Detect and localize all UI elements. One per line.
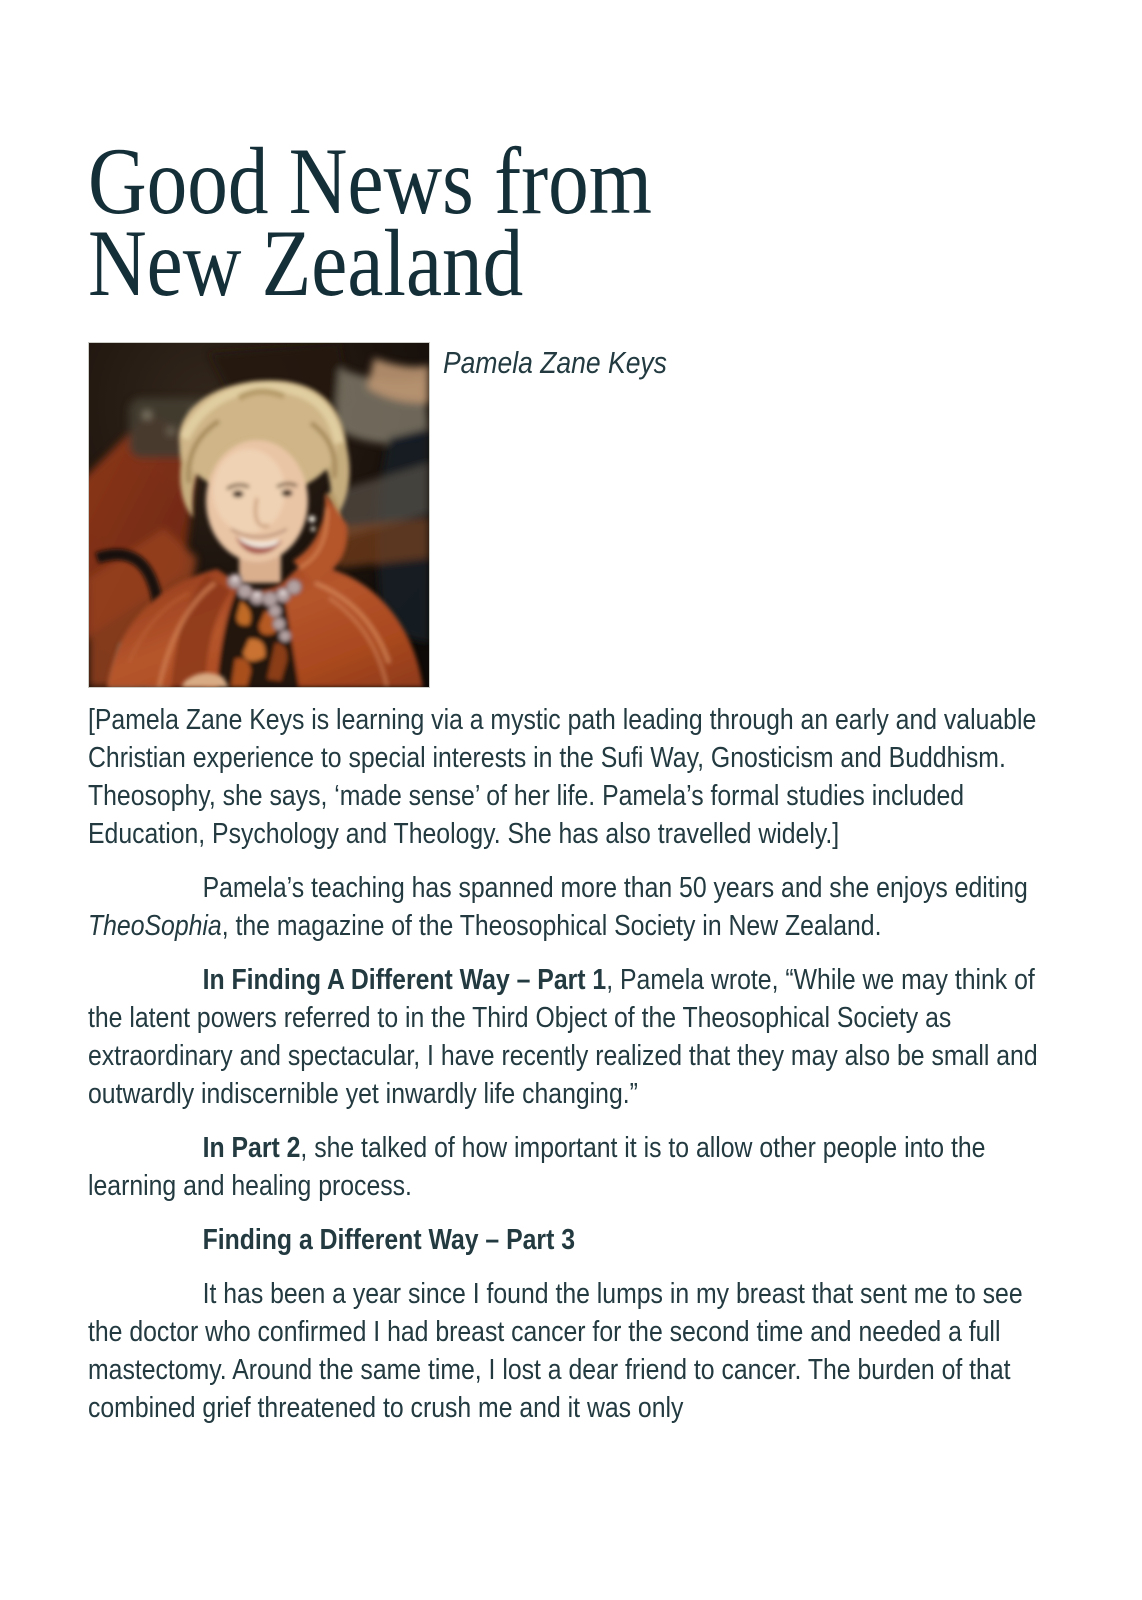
text-segment: , Pamela wrote, “While we may think of the latent powers referred to in the Third Object of the Theosophical Society as extraordinary and spectacular, I have recently realized that they may also be small and outwardly indiscernible yet inwardly life changing.” bbox=[88, 964, 1038, 1110]
text-segment: , she talked of how important it is to allow other people into the learning and healing process. bbox=[88, 1132, 986, 1202]
text-segment: Finding a Different Way – Part 3 bbox=[202, 1224, 576, 1256]
text-segment: Pamela’s teaching has spanned more than 50 years and she enjoys editing bbox=[202, 872, 1028, 904]
paragraph bbox=[88, 1275, 1063, 1427]
page-title bbox=[88, 127, 1097, 316]
photo-caption: Pamela Zane Keys bbox=[443, 345, 667, 380]
paragraph bbox=[88, 961, 1063, 1113]
paragraph bbox=[88, 1129, 1063, 1205]
article-body bbox=[88, 701, 1063, 1427]
text-segment: TheoSophia bbox=[88, 910, 222, 942]
portrait-photo bbox=[88, 342, 430, 688]
paragraph bbox=[88, 701, 1063, 853]
text-segment: In Part 2 bbox=[202, 1132, 301, 1164]
text-segment: [Pamela Zane Keys is learning via a mystic path leading through an early and valuable Christian experience to special interests in the Sufi Way, Gnosticism and Buddhism. Theosophy, she says, ‘made sense’ of her life. Pamela’s formal studies included Education, Psychology and Theology. She has also travelled widely.] bbox=[88, 704, 1037, 850]
portrait-photo-illustration bbox=[89, 343, 429, 687]
paragraph bbox=[88, 869, 1063, 945]
text-segment: , the magazine of the Theosophical Society in New Zealand. bbox=[221, 910, 882, 942]
section-heading bbox=[88, 1221, 1063, 1259]
text-segment: It has been a year since I found the lumps in my breast that sent me to see the doctor who confirmed I had breast cancer for the second time and needed a full mastectomy. Around the same time, I lost a dear friend to cancer. The burden of that combined grief threatened to crush me and it was only bbox=[88, 1278, 1023, 1424]
text-segment: In Finding A Different Way – Part 1 bbox=[202, 964, 607, 996]
page-title-line2: New Zealand bbox=[88, 209, 524, 316]
page-title-line1: Good News from bbox=[88, 127, 652, 234]
